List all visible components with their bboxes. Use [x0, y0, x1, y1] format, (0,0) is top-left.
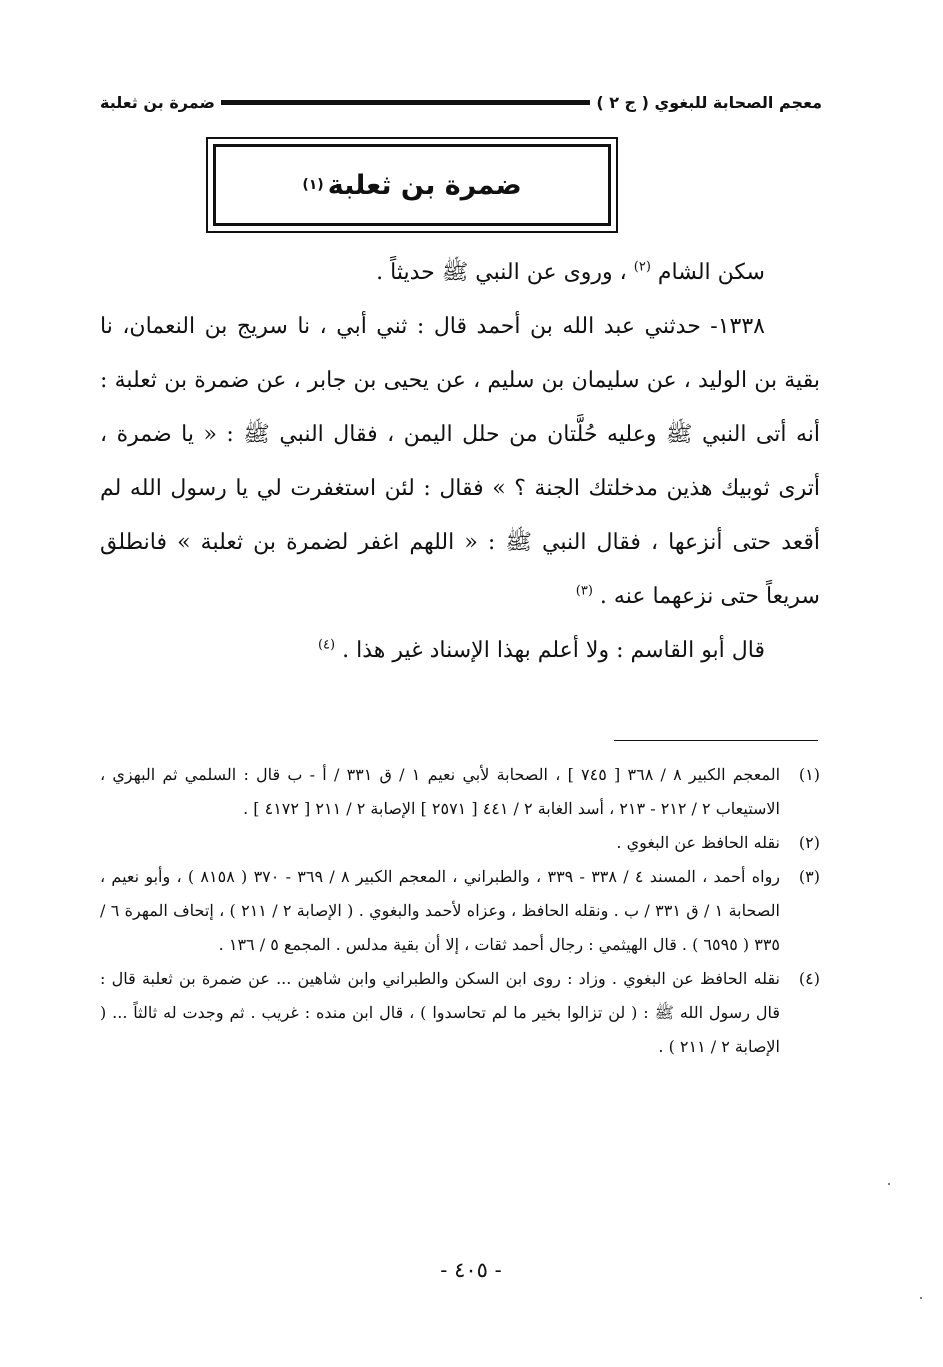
footnote-number: (٣)	[798, 867, 820, 886]
section-title: ضمرة بن ثعلبة	[100, 92, 215, 112]
paragraph-3	[100, 624, 820, 678]
header-rule	[221, 100, 590, 105]
footnote	[100, 860, 820, 962]
footnote-text: رواه أحمد ، المسند ٤ / ٣٣٨ - ٣٣٩ ، والطبراني ، المعجم الكبير ٨ / ٣٦٩ - ٣٧٠ ( ٨١٥٨ ) ، وأبو نعيم ، الصحابة ١ / ق ٣٣١ / ب . ونقله الحافظ ، وعزاه لأحمد والبغوي . ( الإصابة ٢ / ٢١١ ) ، إتحاف المهرة ٦ / ٣٣٥ ( ٦٥٩٥ ) . قال الهيثمي : رجال أحمد ثقات ، إلا أن بقية مدلس . المجمع ٥ / ١٣٦ .	[100, 867, 781, 954]
entry-title-footnote-marker: (١)	[302, 177, 324, 193]
running-header	[100, 88, 822, 116]
entry-title: ضمرة بن ثعلبة	[327, 169, 522, 201]
scan-speck	[888, 1183, 890, 1185]
footnote-text: المعجم الكبير ٨ / ٣٦٨ [ ٧٤٥ ] ، الصحابة لأبي نعيم ١ / ق ٣٣١ / أ - ب قال : السلمي ثم البهزي ، الاستيعاب ٢ / ٢١٢ - ٢١٣ ، أسد الغابة ٢ / ٤٤١ [ ٢٥٧١ ] الإصابة ٢ / ٢١١ [ ٤١٧٢ ] .	[100, 765, 781, 818]
entry-title-box	[206, 137, 618, 233]
book-title: معجم الصحابة للبغوي ( ج ٢ )	[596, 92, 822, 112]
paragraph-2	[100, 300, 820, 624]
footnote	[100, 826, 820, 860]
footnote-number: (٤)	[798, 969, 820, 988]
footnote-text: نقله الحافظ عن البغوي . وزاد : روى ابن السكن والطبراني وابن شاهين ... عن ضمرة بن ثعلبة قال : قال رسول الله ﷺ : ( لن تزالوا بخير ما لم تحاسدوا ) ، قال ابن منده : غريب . ثم وجدت له ثالثاً ... ( الإصابة ٢ / ٢١١ ) .	[100, 969, 780, 1056]
paragraph-3-text: قال أبو القاسم : ولا أعلم بهذا الإسناد غير هذا .	[342, 638, 765, 663]
footnote-marker-4: (٤)	[317, 637, 336, 653]
paragraph-1	[100, 246, 820, 300]
paragraph-1-text-a: سكن الشام	[657, 260, 765, 285]
footnotes	[100, 758, 820, 1064]
footnote	[100, 962, 820, 1064]
scan-speck	[920, 1297, 922, 1299]
paragraph-1-text-b: ، وروى عن النبي ﷺ حديثاً .	[376, 260, 627, 285]
footnote-marker-2: (٢)	[633, 259, 651, 275]
entry-title-frame	[213, 144, 611, 226]
hadith-text: ١٣٣٨- حدثني عبد الله بن أحمد قال : ثني أبي ، نا سريج بن النعمان، نا بقية بن الوليد ، عن سليمان بن سليم ، عن يحيى بن جابر ، عن ضمرة بن ثعلبة : أنه أتى النبي ﷺ وعليه حُلَّتان من حلل اليمن ، فقال النبي ﷺ : « يا ضمرة ، أترى ثوبيك هذين مدخلتك الجنة ؟ » فقال : لئن استغفرت لي يا رسول الله لم أقعد حتى أنزعها ، فقال النبي ﷺ : « اللهم اغفر لضمرة بن ثعلبة » فانطلق سريعاً حتى نزعهما عنه .	[100, 314, 820, 609]
footnote	[100, 758, 820, 826]
footnote-number: (٢)	[798, 833, 820, 852]
footnote-marker-3: (٣)	[575, 583, 593, 599]
main-text	[100, 246, 820, 678]
page-number: - ٤٠٥ -	[440, 1258, 502, 1282]
footnote-number: (١)	[798, 765, 820, 784]
footnote-separator	[614, 740, 818, 741]
footnote-text: نقله الحافظ عن البغوي .	[616, 833, 780, 852]
